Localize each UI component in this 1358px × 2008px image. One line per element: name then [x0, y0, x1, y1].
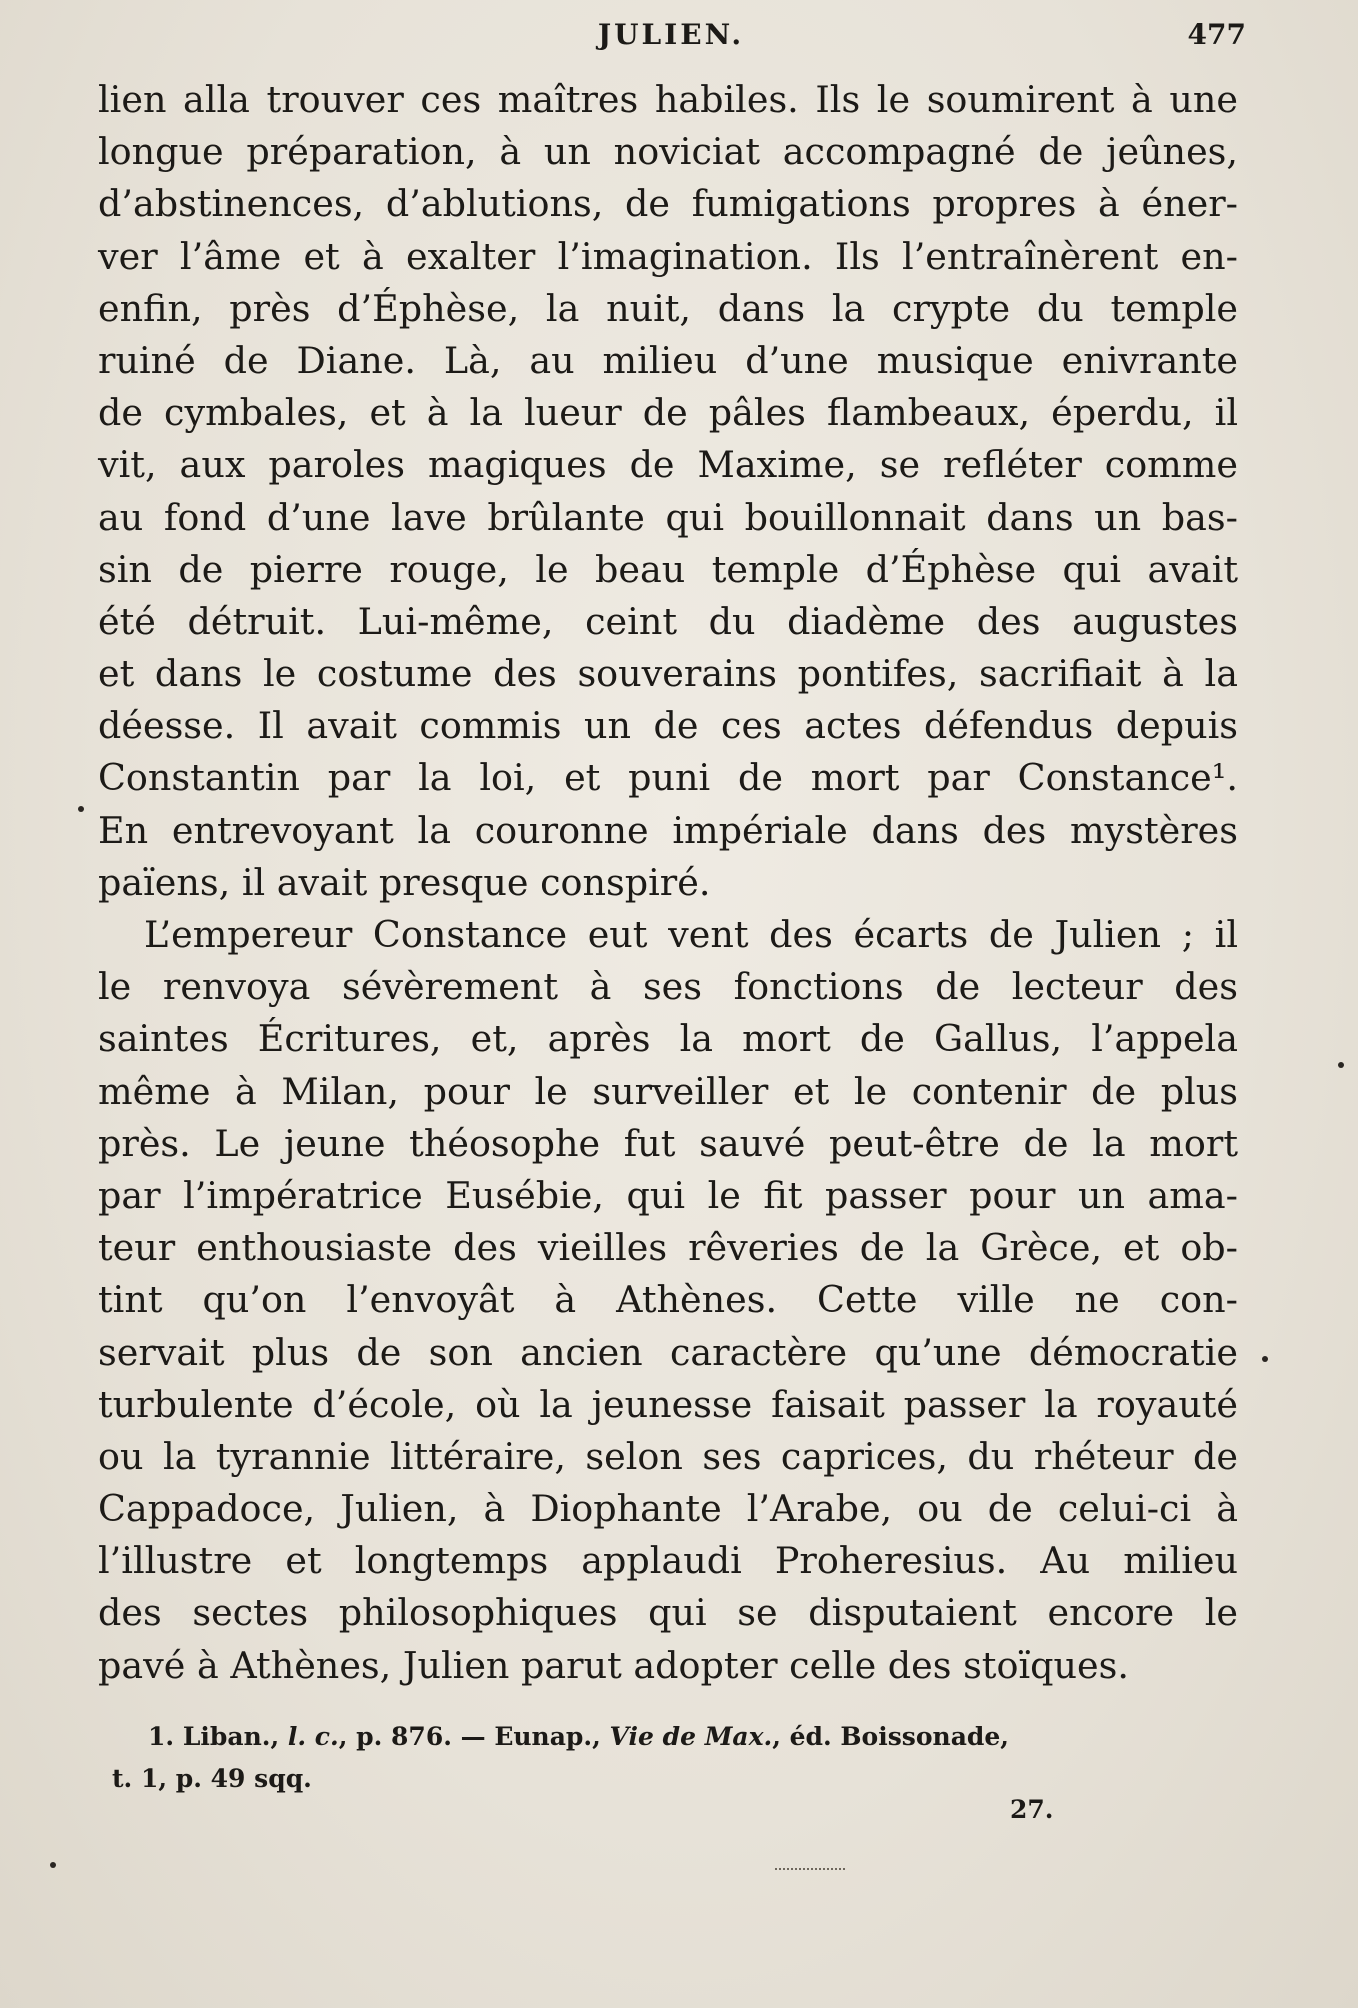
ink-speck	[1338, 1062, 1344, 1068]
signature-mark: 27.	[1010, 1795, 1054, 1824]
text-line: teur enthousiaste des vieilles rêveries de la Grèce, et ob-	[98, 1226, 1238, 1270]
text-line: de cymbales, et à la lueur de pâles flambeaux, éperdu, il	[98, 391, 1238, 435]
text-line: turbulente d’école, où la jeunesse faisait passer la royauté	[98, 1382, 1238, 1426]
text-line: L’empereur Constance eut vent des écarts de Julien ; il	[144, 913, 1238, 956]
footnote-text: , p. 876. — Eunap.,	[338, 1722, 601, 1751]
running-title: JULIEN.	[597, 18, 745, 51]
text-line: été détruit. Lui-même, ceint du diadème des augustes	[98, 599, 1238, 643]
text-line: par l’impératrice Eusébie, qui le fit passer pour un ama-	[98, 1173, 1238, 1217]
printer-dash	[775, 1868, 845, 1870]
ink-speck	[78, 806, 84, 812]
footnote-text: , éd. Boissonade,	[772, 1722, 1009, 1751]
text-line: l’illustre et longtemps applaudi Proheresius. Au milieu	[98, 1539, 1238, 1583]
text-line: païens, il avait presque conspiré.	[98, 860, 711, 904]
text-line: Constantin par la loi, et puni de mort par Constance¹.	[98, 756, 1238, 800]
text-line: au fond d’une lave brûlante qui bouillonnait dans un bas-	[98, 495, 1238, 539]
text-line: des sectes philosophiques qui se disputaient encore le	[98, 1591, 1238, 1635]
text-line: et dans le costume des souverains pontifes, sacrifiait à la	[98, 652, 1238, 696]
footnote-number: 1.	[148, 1722, 175, 1751]
footnote-1-continued: t. 1, p. 49 sqq.	[112, 1764, 312, 1793]
text-line: près. Le jeune théosophe fut sauvé peut-être de la mort	[98, 1121, 1238, 1165]
footnote-1	[148, 1716, 1208, 1758]
body-text	[98, 74, 1238, 1692]
footnote-text: Liban.,	[182, 1722, 280, 1751]
running-head	[96, 18, 1246, 58]
footnote-text: l. c.	[287, 1722, 339, 1751]
text-line: servait plus de son ancien caractère qu’une démocratie	[98, 1330, 1238, 1374]
text-line: pavé à Athènes, Julien parut adopter celle des stoïques.	[98, 1643, 1129, 1687]
text-line: même à Milan, pour le surveiller et le contenir de plus	[98, 1069, 1238, 1113]
ink-speck	[50, 1862, 56, 1868]
text-line: saintes Écritures, et, après la mort de Gallus, l’appela	[98, 1017, 1238, 1061]
text-line: d’abstinences, d’ablutions, de fumigations propres à éner-	[98, 182, 1238, 226]
text-line: Cappadoce, Julien, à Diophante l’Arabe, ou de celui-ci à	[98, 1487, 1238, 1531]
text-line: vit, aux paroles magiques de Maxime, se refléter comme	[98, 443, 1238, 487]
text-line: sin de pierre rouge, le beau temple d’Éphèse qui avait	[98, 547, 1238, 591]
text-line: longue préparation, à un noviciat accompagné de jeûnes,	[98, 130, 1238, 174]
text-line: En entrevoyant la couronne impériale dans des mystères	[98, 808, 1238, 852]
text-line: lien alla trouver ces maîtres habiles. Ils le soumirent à une	[98, 78, 1238, 121]
text-line: ruiné de Diane. Là, au milieu d’une musique enivrante	[98, 338, 1238, 382]
text-line: déesse. Il avait commis un de ces actes défendus depuis	[98, 704, 1238, 748]
text-line: ou la tyrannie littéraire, selon ses caprices, du rhéteur de	[98, 1434, 1238, 1478]
text-line: enfin, près d’Éphèse, la nuit, dans la crypte du temple	[98, 286, 1238, 330]
text-line: tint qu’on l’envoyât à Athènes. Cette ville ne con-	[98, 1278, 1238, 1322]
text-line: le renvoya sévèrement à ses fonctions de lecteur des	[98, 965, 1238, 1009]
text-line: ver l’âme et à exalter l’imagination. Ils l’entraînèrent en-	[98, 234, 1238, 278]
footnote-text: Vie de Max.	[609, 1722, 773, 1751]
footnotes	[112, 1716, 1208, 1800]
ink-speck	[1262, 1356, 1268, 1362]
page-number: 477	[1187, 18, 1246, 51]
